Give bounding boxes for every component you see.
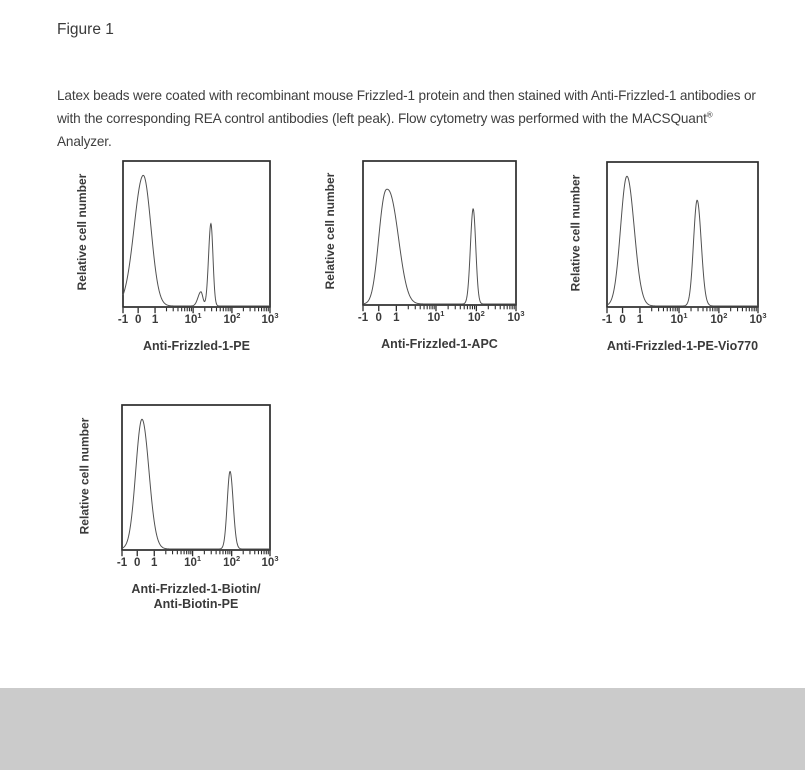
x-axis-tick-labels (116, 554, 279, 573)
plot-frame (363, 161, 516, 305)
y-axis-label: Relative cell number (77, 417, 91, 534)
x-tick-label: -1 (357, 312, 369, 324)
y-axis-label: Relative cell number (568, 174, 582, 291)
caption-text-end: Analyzer. (57, 133, 112, 149)
x-tick-label: $10^3$ (749, 311, 767, 326)
histogram-curve (363, 189, 516, 304)
x-axis-title (92, 582, 300, 612)
x-tick-label: $10^3$ (261, 554, 279, 569)
x-tick-label: 0 (134, 557, 141, 569)
tick-exponent: 3 (762, 311, 767, 321)
x-tick-label: $10^3$ (261, 311, 279, 326)
x-tick-label: $10^2$ (710, 311, 728, 326)
x-tick-label: $10^2$ (223, 311, 241, 326)
x-axis-title-line: Anti-Biotin-PE (153, 597, 239, 611)
x-axis-tick-labels (117, 311, 279, 330)
x-tick-label: -1 (601, 314, 613, 326)
tick-exponent: 2 (480, 309, 485, 319)
tick-exponent: 1 (196, 554, 202, 564)
histogram-plot (120, 403, 272, 558)
x-tick-label: $10^1$ (427, 309, 445, 324)
plot-frame (123, 161, 270, 307)
x-axis-tick-labels (357, 309, 525, 328)
histogram-plot (361, 159, 518, 313)
x-axis-title-line: Anti-Frizzled-1-PE (143, 339, 250, 353)
x-tick-label: $10^3$ (507, 309, 525, 324)
x-tick-label: 1 (393, 312, 400, 324)
histogram-curve (607, 176, 758, 306)
x-tick-label: 1 (151, 314, 159, 326)
tick-exponent: 3 (520, 309, 525, 319)
tick-exponent: 2 (235, 554, 241, 564)
x-tick-label: 0 (134, 314, 142, 326)
x-axis-title (93, 339, 300, 354)
x-tick-label: $10^1$ (670, 311, 688, 326)
tick-exponent: 1 (197, 311, 202, 321)
tick-exponent: 2 (236, 311, 241, 321)
histogram-plot (121, 159, 272, 315)
x-tick-label: 1 (151, 557, 158, 569)
tick-exponent: 3 (274, 311, 279, 321)
x-axis-title-line: Anti-Frizzled-1-APC (381, 337, 498, 351)
x-tick-label: -1 (116, 557, 128, 569)
tick-exponent: 1 (683, 311, 688, 321)
x-tick-label: 0 (375, 312, 382, 324)
y-axis-label: Relative cell number (323, 172, 337, 290)
x-axis-title-line: Anti-Frizzled-1-PE-Vio770 (606, 339, 759, 353)
y-axis-label: Relative cell number (75, 173, 89, 291)
x-tick-label: $10^2$ (467, 309, 485, 324)
histogram-plot (605, 160, 760, 315)
tick-exponent: 2 (723, 311, 728, 321)
x-axis-tick-labels (601, 311, 767, 330)
x-axis-title (577, 339, 788, 354)
registered-trademark-symbol: ® (706, 110, 713, 120)
x-axis-title-line: Anti-Frizzled-1-Biotin/ (131, 582, 261, 596)
figure-title: Figure 1 (57, 21, 114, 38)
x-axis-title (333, 337, 546, 352)
x-tick-label: $10^1$ (184, 311, 202, 326)
x-tick-label: 0 (619, 314, 626, 326)
tick-exponent: 1 (440, 309, 445, 319)
x-tick-label: $10^1$ (184, 554, 202, 569)
histogram-curve (122, 419, 270, 549)
figure-caption (57, 84, 765, 153)
histogram-curve (123, 175, 270, 306)
caption-text: Latex beads were coated with recombinant mouse Frizzled-1 protein and then stained with Anti-Frizzled-1 antibodies or with the corresponding REA control antibodies (left peak). Flow cytometry was performed with the MACSQuant (57, 87, 756, 126)
x-tick-label: -1 (117, 314, 129, 326)
x-tick-label: $10^2$ (223, 554, 241, 569)
tick-exponent: 3 (274, 554, 279, 564)
footer-bar (0, 688, 805, 770)
x-tick-label: 1 (636, 314, 644, 326)
